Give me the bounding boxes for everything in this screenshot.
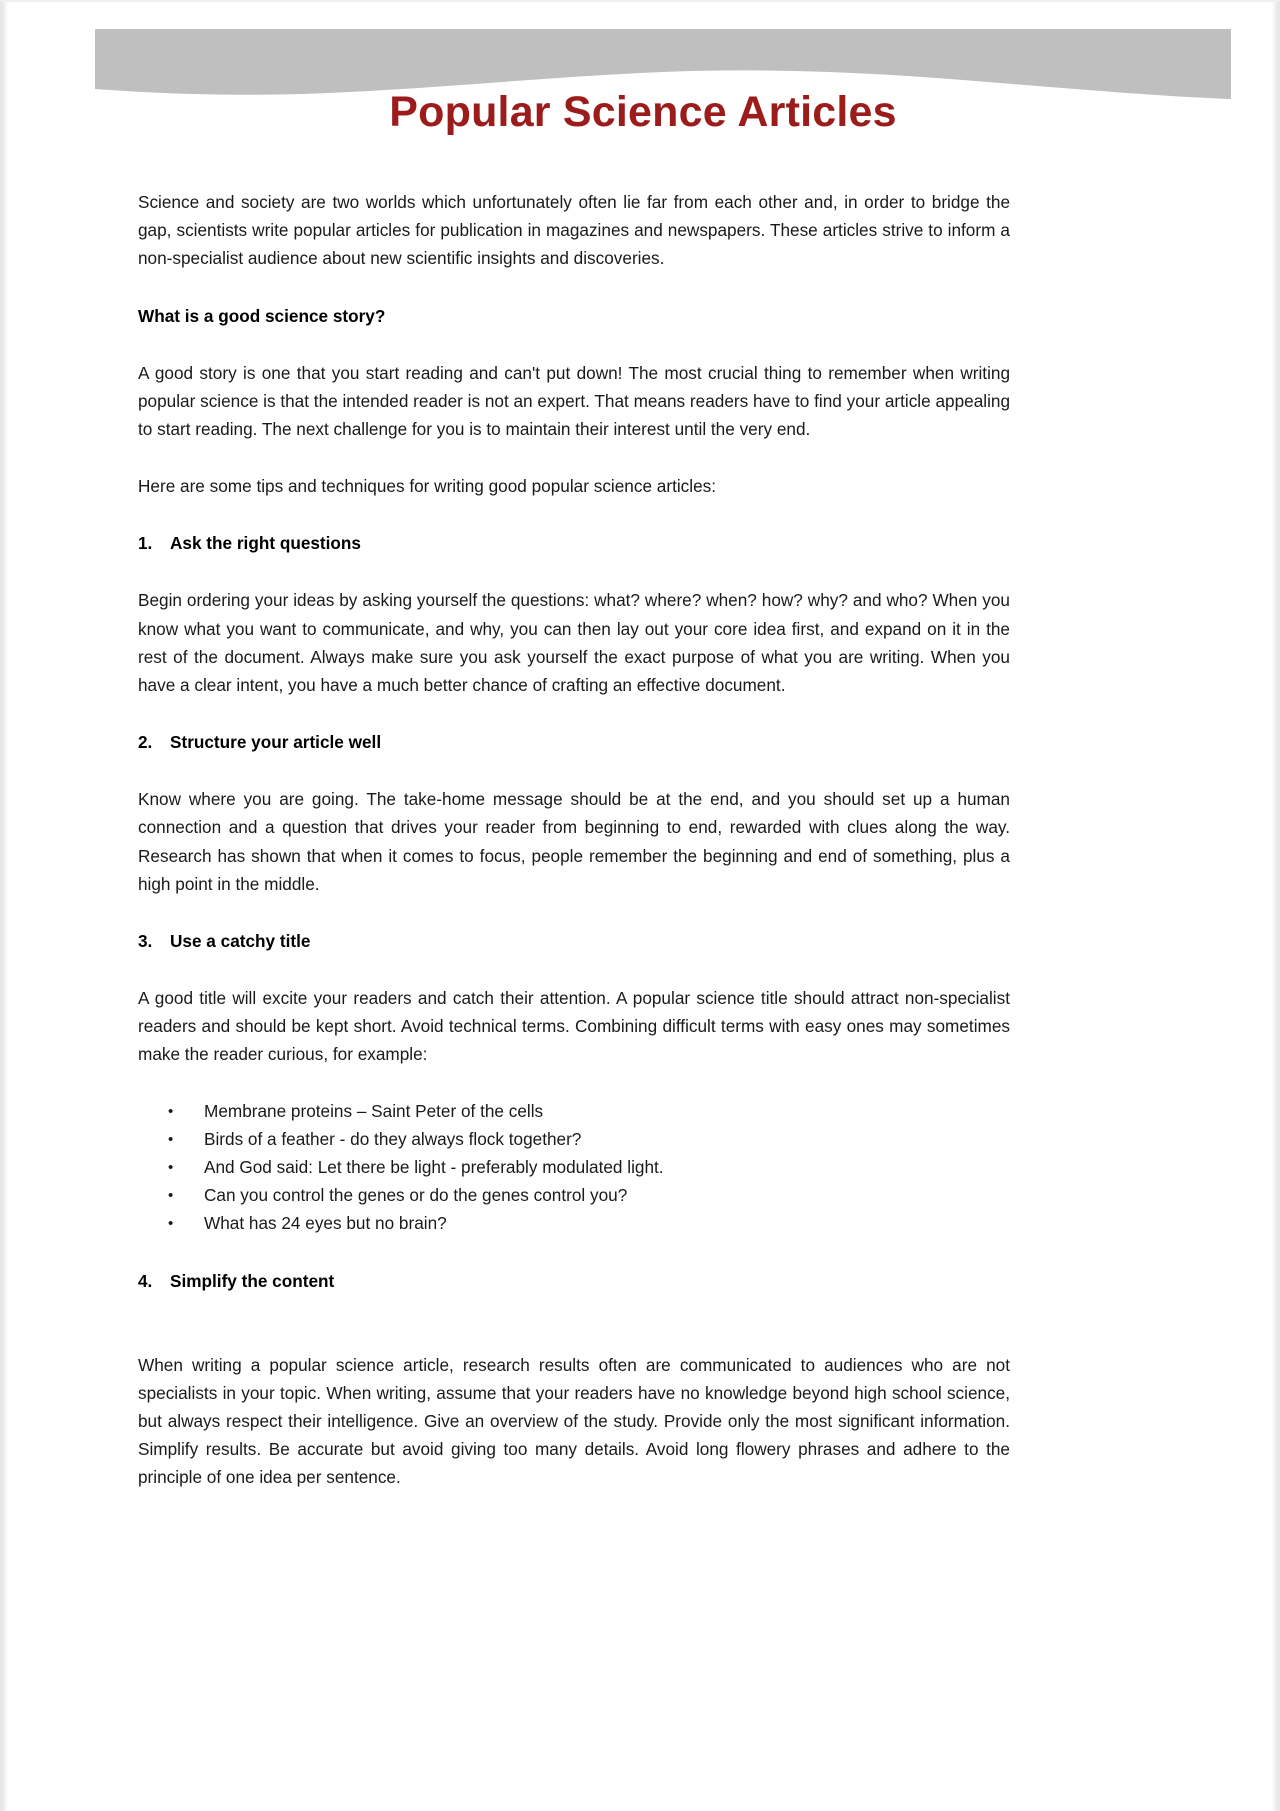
list-item-label: Can you control the genes or do the genes control you? [204,1184,628,1205]
bullet-icon: • [168,1214,174,1232]
spacer [138,443,1010,472]
tip-label-2: Structure your article well [170,732,382,753]
intro-paragraph: Science and society are two worlds which unfortunately often lie far from each other and, in order to bridge the gap, scientists write popular articles for publication in magazines and newspapers. These articles strive to inform a non-specialist audience about new scientific insights and discoveries. [138,192,1010,269]
tip-body-4: When writing a popular science article, research results often are communicated to audiences who are not specialists in your topic. When writing, assume that your readers have no knowledge beyond high school science, but always respect their intelligence. Give an overview of the study. Provide only the most significant information. Simplify results. Be accurate but avoid giving too many details. Avoid long flowery phrases and adhere to the principle of one idea per sentence. [138,1354,1010,1488]
tip-body-2: Know where you are going. The take-home message should be at the end, and you should set up a human connection and a question that drives your reader from beginning to end, rewarded with clues along the way. Research has shown that when it comes to focus, people remember the beginning and end of something, plus a high point in the middle. [138,789,1010,894]
bullet-icon: • [168,1102,174,1120]
tips-lead-paragraph: Here are some tips and techniques for writing good popular science articles: [138,476,716,497]
tip-label-4: Simplify the content [170,1270,335,1291]
list-item-label: Birds of a feather - do they always flock together? [204,1128,582,1149]
spacer [138,273,1010,302]
tip-label-3: Use a catchy title [170,931,311,952]
spacer [138,1069,1010,1098]
list-item [138,1126,1010,1154]
list-item-label: And God said: Let there be light - preferably modulated light. [204,1156,664,1177]
tip-number-4: 4. [138,1270,153,1291]
tip-number-3: 3. [138,931,153,952]
list-item [138,1182,1010,1210]
tip-body-3: A good title will excite your readers and catch their attention. A popular science title should attract non-specialist readers and should be kept short. Avoid technical terms. Combining difficult terms with easy ones may sometimes make the reader curious, for example: [138,988,1010,1065]
tip-heading-4 [138,1267,1010,1295]
bullet-icon: • [168,1158,174,1176]
section-body-paragraph: A good story is one that you start reading and can't put down! The most crucial thing to remember when writing popular science is that the intended reader is not an expert. That means readers have to find your article appealing to start reading. The next challenge for you is to maintain their interest until the very end. [138,362,1011,440]
section-heading-good-science-story: What is a good science story? [138,305,386,326]
list-item [138,1098,1010,1126]
list-item [138,1154,1010,1182]
bullet-icon: • [168,1130,174,1148]
list-item [138,1210,1010,1238]
tip-heading-2 [138,728,1010,756]
spacer [138,1295,1010,1351]
spacer [138,898,1010,927]
spacer [138,557,1010,586]
list-item-label: Membrane proteins – Saint Peter of the cells [204,1100,544,1121]
document-body [138,188,1010,1492]
spacer [138,955,1010,984]
list-item-label: What has 24 eyes but no brain? [204,1212,447,1233]
tip-label-1: Ask the right questions [170,533,361,554]
spacer [138,500,1010,529]
tip-body-1: Begin ordering your ideas by asking yourself the questions: what? where? when? how? why? and who? When you know what you want to communicate, and why, you can then lay out your core idea first, and expand on it in the rest of the document. Always make sure you ask yourself the exact purpose of what you are writing. When you have a clear intent, you have a much better chance of crafting an effective document. [138,590,1010,696]
tip-number-1: 1. [138,533,153,554]
tip-heading-3 [138,927,1010,955]
bullet-icon: • [168,1186,174,1204]
spacer [138,330,1010,359]
spacer [138,1238,1010,1267]
title-examples-list [138,1098,1010,1238]
spacer [138,699,1010,728]
page-title: Popular Science Articles [389,88,897,136]
tip-number-2: 2. [138,732,153,753]
spacer [138,756,1010,785]
tip-heading-1 [138,529,1010,557]
